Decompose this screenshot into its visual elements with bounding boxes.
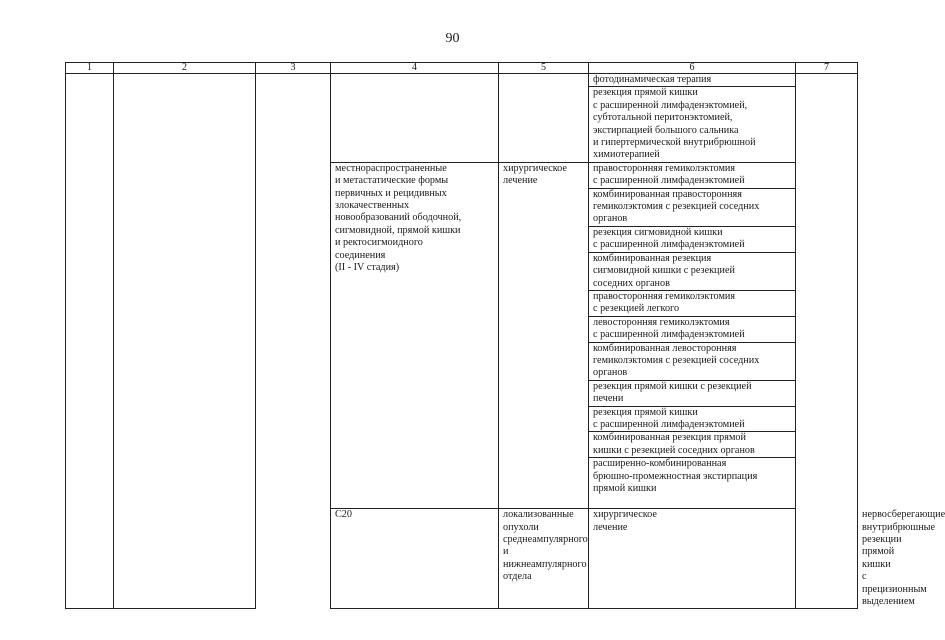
col5-cell-top: [499, 74, 589, 163]
col4-cell-bottom: локализованные опухоли среднеампулярного и нижнеампулярного отдела: [499, 509, 589, 609]
col7-cell: [796, 74, 858, 609]
col6-item: резекция прямой кишки с резекцией печени: [589, 380, 796, 406]
col6-item: левосторонняя гемиколэктомия с расширенной лимфаденэктомией: [589, 316, 796, 342]
col6-item: расширенно-комбинированная брюшно-промежностная экстирпация прямой кишки: [589, 458, 796, 509]
header-row: [66, 63, 858, 74]
col6-item: резекция сигмовидной кишки с расширенной лимфаденэктомией: [589, 226, 796, 252]
page-number: 90: [445, 31, 460, 46]
table-row: C20 локализованные опухоли среднеампулярного и нижнеампулярного отдела хирургическое лечение нервосберегающие внутрибрюшные резекции прямой кишки с прецизионным выделением: [66, 509, 858, 609]
col1-cell: [66, 74, 114, 609]
header-col-6: 6: [589, 63, 796, 74]
header-col-1: 1: [66, 63, 114, 74]
table-row: [66, 74, 858, 87]
col6-item: комбинированная правосторонняя гемиколэктомия с резекцией соседних органов: [589, 188, 796, 226]
col3-cell: [256, 74, 331, 609]
col5-cell-bottom: хирургическое лечение: [589, 509, 796, 609]
header-col-7: 7: [796, 63, 858, 74]
header-col-5: 5: [499, 63, 589, 74]
col6-item: правосторонняя гемиколэктомия с резекцией легкого: [589, 290, 796, 316]
col5-cell-middle: хирургическое лечение: [499, 162, 589, 508]
col6-item: комбинированная резекция прямой кишки с резекцией соседних органов: [589, 432, 796, 458]
header-col-2: 2: [114, 63, 256, 74]
header-col-3: 3: [256, 63, 331, 74]
col4-cell-top: [331, 74, 499, 163]
col3-cell-bottom: C20: [331, 509, 499, 609]
col6-item: комбинированная левосторонняя гемиколэктомия с резекцией соседних органов: [589, 342, 796, 380]
col6-item: резекция прямой кишки с расширенной лимфаденэктомией, субтотальной перитонэктомией, экстирпацией большого сальника и гипертермической внутрибрюшной химиотерапией: [589, 87, 796, 162]
col6-item: правосторонняя гемиколэктомия с расширенной лимфаденэктомией: [589, 162, 796, 188]
col6-item: фотодинамическая терапия: [589, 74, 796, 87]
col6-item: резекция прямой кишки с расширенной лимфаденэктомией: [589, 406, 796, 432]
header-col-4: 4: [331, 63, 499, 74]
col6-item: комбинированная резекция сигмовидной кишки с резекцией соседних органов: [589, 252, 796, 290]
col4-cell-middle: местнораспространенные и метастатические формы первичных и рецидивных злокачественных новообразований ободочной, сигмовидной, прямой кишки и ректосигмоидного соединения (II - IV стадия): [331, 162, 499, 508]
document-table: [65, 62, 945, 609]
col2-cell: [114, 74, 256, 609]
